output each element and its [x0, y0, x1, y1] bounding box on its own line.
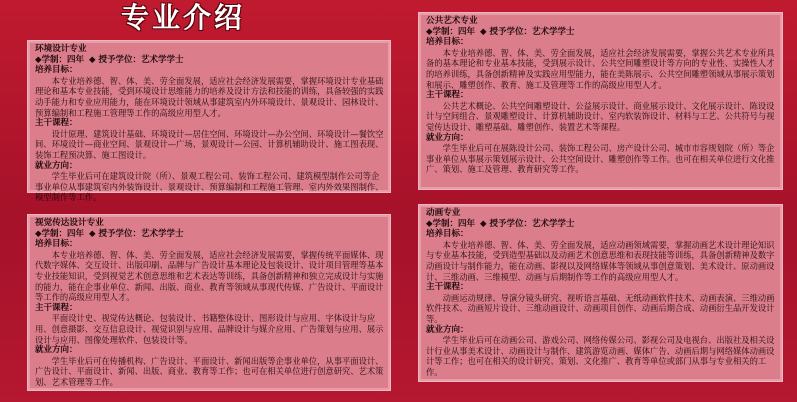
- study-length: ◆学制：四年: [35, 54, 85, 65]
- course-text: 动画运动规律、导演分镜头研究、视听语言基础、无纸动画软件技术、动画表演、三维动画软件技术、动画短片设计、三维动画设计、动画项目创作、动画后期合成、动画衍生品开发设计等。: [426, 292, 775, 324]
- job-heading: 就业方向：: [35, 345, 78, 356]
- job-heading: 就业方向：: [35, 160, 78, 171]
- major-card-visual-communication: [27, 214, 391, 391]
- course-text: 平面设计史、视觉传达概论、包装设计、书籍整体设计、图形设计与应用、字体设计与应用、创意摄影、交互信息设计、视觉识别与应用、品牌设计与媒介应用、广告策划与应用、展示设计与应用、图像处理软件、包装设计等。: [35, 313, 384, 345]
- goal-text: 本专业培养德、智、体、美、劳全面发展，适应动画领域需要，掌握动画艺术设计理论知识与专业基本技能，受到造型基础以及动画艺术创意思维和表现技能等训练，具备创新精神及数字动画设计与制作能力，能在动画、影视以及网络媒体等领域从事创意策划、美术设计、原动画设计、三维动画、三维模型、动画与后期制作等工作的高级应用型人才。: [426, 239, 775, 282]
- major-name: 公共艺术专业: [426, 16, 478, 26]
- course-text: 设计原理、建筑设计基础、环境设计—居住空间、环境设计—办公空间、环境设计—餐饮空间、环境设计—商业空间、景观设计—广场、景观设计—公园、计算机辅助设计、施工图表现、装饰工程预决算、施工图设计。: [35, 128, 384, 160]
- page-title: 专业介绍: [121, 1, 246, 34]
- goal-text: 本专业培养德、智、体、美、劳全面发展，适应社会经济发展需要，掌握传统平面媒体、现代数字媒体、交互设计、出版印刷、品牌与广告设计基本理论及包装设计、设计项目管理等基本专业技能知识，受到视觉艺术创意思维和艺术表达等训练，具备创新精神和独立完成设计与实施的能力，能在企事业单位、新闻、出版、商业、教育等领域从事现代传媒、广告设计、平面设计等工作的高级应用型人才。: [35, 249, 384, 303]
- major-name: 视觉传达设计专业: [35, 218, 104, 228]
- job-text: 学生毕业后可在展陈设计公司、装饰工程公司、房产设计公司、城市市容规划院（所）等企事业单位从事展示策划展示设计、公共空间设计、雕塑创作等工作。也可在相关单位进行文化推广、策划、施工及管理、教育研究等工作。: [426, 143, 775, 175]
- study-length: ◆学制：四年: [426, 26, 476, 37]
- degree: ◆ 授予学位：艺术学学士: [89, 54, 184, 65]
- major-card-public-art: [418, 12, 783, 190]
- job-heading: 就业方向：: [426, 324, 469, 335]
- course-heading: 主干课程：: [426, 90, 469, 101]
- major-meta: [426, 219, 777, 230]
- course-heading: 主干课程：: [35, 118, 78, 129]
- job-text: 学生毕业后可在建筑设计院（所）、景观工程公司、装饰工程公司、建筑模型制作公司等企事业单位从事建筑室内外装饰设计、景观设计、预算编制和工程施工管理、室内外效果图制作、模型制作等工作。: [35, 171, 384, 203]
- job-text: 学生毕业后可在传播机构、广告设计、平面设计、新闻出版等企事业单位，从事平面设计、广告设计、平面设计、新闻、出版、商业、教育等工作；也可在相关单位进行创意研究、艺术策划、艺术管理等工作。: [35, 355, 384, 387]
- goal-heading: 培养目标：: [35, 65, 78, 76]
- course-heading: 主干课程：: [35, 302, 78, 313]
- job-heading: 就业方向：: [426, 132, 469, 143]
- major-meta: [35, 55, 385, 66]
- goal-text: 本专业培养德、智、体、美、劳全面发展，适应社会经济发展需要，掌握环境设计专业基础理论和基本专业技能，受到环境设计思维能力的培养及设计方法和技能的训练，具备较强的实践动手能力和专业应用能力，能在环境设计领域从事建筑室内外环境设计、景观设计、园林设计、预算编制和工程施工管理等工作的高级应用型人才。: [35, 75, 384, 118]
- degree: ◆ 授予学位：艺术学学士: [89, 228, 184, 239]
- major-meta: [35, 229, 385, 240]
- degree: ◆ 授予学位：艺术学学士: [480, 26, 575, 37]
- job-text: 学生毕业后可在动画公司、游戏公司、网络传媒公司、影视公司及电视台、出版社及相关设计行业从事美术设计、动画设计与制作、建筑游览动画、媒体广告、动画后期与网络媒体动画设计等工作；也可在相关的设计研究、策划、文化推广、教育等单位或部门从事与专业相关的工作。: [426, 335, 775, 377]
- study-length: ◆学制：四年: [35, 228, 85, 239]
- major-meta: [426, 27, 777, 38]
- goal-text: 本专业培养德、智、体、美、劳全面发展，适应社会经济发展需要，掌握公共艺术专业所具备的基本理论和专业基本技能，受到展示设计、公共空间雕塑设计等方向的专业性、实操性人才的培养训练，具备创新精神及实践应用型能力，能在美陈展示、公共空间雕塑领域从事展示策划和展示、雕塑创作、教育、施工及管理等工作的高级应用型人才。: [426, 47, 775, 90]
- course-heading: 主干课程：: [426, 282, 469, 293]
- major-name: 动画专业: [426, 208, 461, 218]
- course-text: 公共艺术概论、公共空间雕塑设计、公益展示设计、商业展示设计、文化展示设计、陈设设计与空间组合、景观雕塑设计、计算机辅助设计、室内软装饰设计、材料与工艺、公共符号与视觉传达设计、雕塑基础、雕塑创作、装置艺术等课程。: [426, 100, 775, 132]
- study-length: ◆学制：四年: [426, 218, 476, 229]
- major-card-environment-design: [27, 40, 391, 203]
- major-name: 环境设计专业: [35, 44, 87, 54]
- goal-heading: 培养目标：: [35, 239, 78, 250]
- goal-heading: 培养目标：: [426, 37, 469, 48]
- major-card-animation: [418, 204, 783, 382]
- goal-heading: 培养目标：: [426, 229, 469, 240]
- degree: ◆ 授予学位：艺术学学士: [480, 218, 575, 229]
